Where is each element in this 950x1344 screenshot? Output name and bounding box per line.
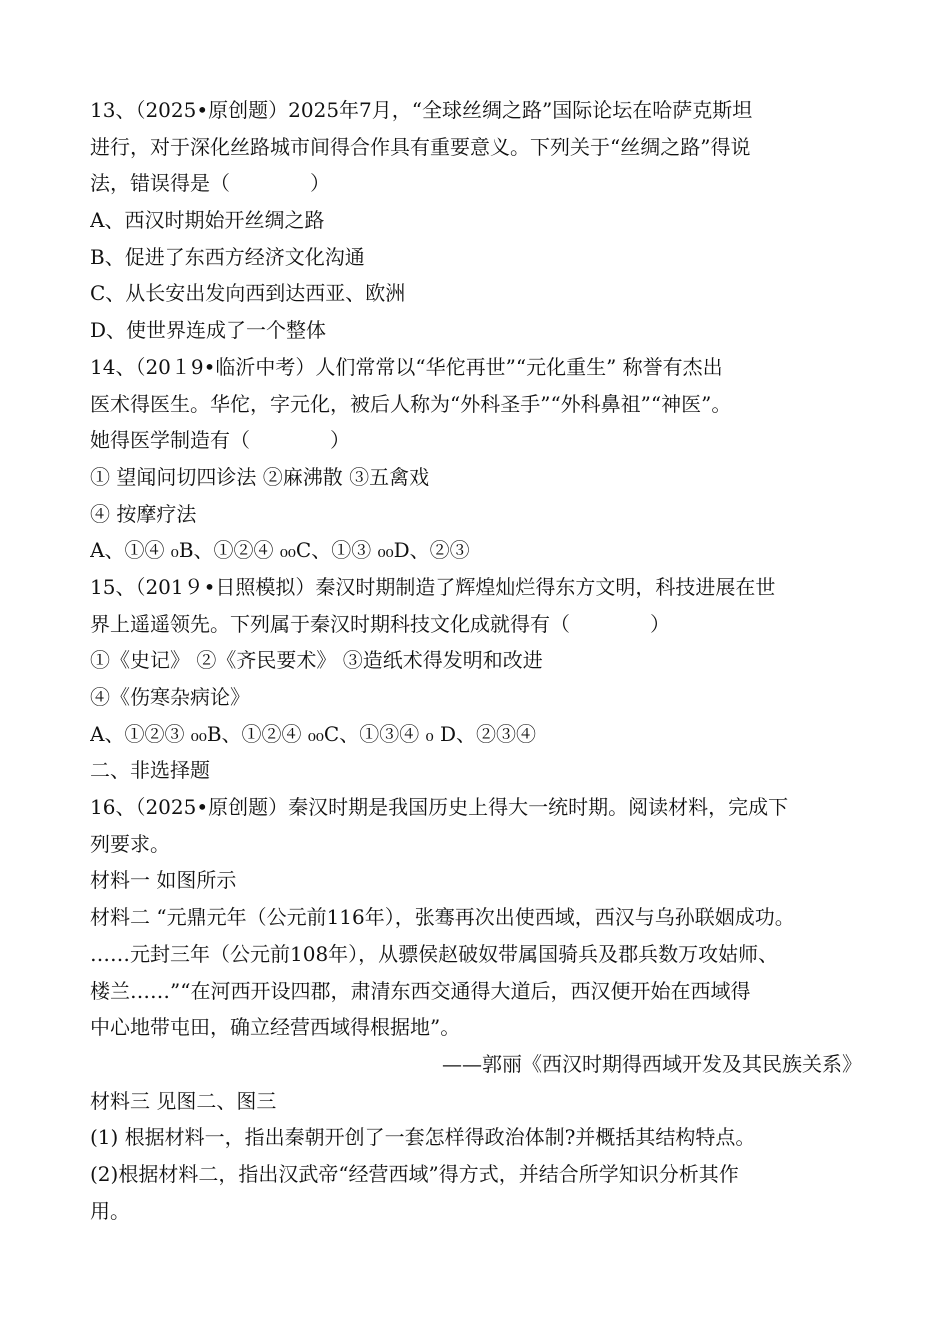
text-line: ④ 按摩疗法 xyxy=(90,501,197,526)
text-line: 进行，对于深化丝路城市间得合作具有重要意义。下列关于“丝绸之路”得说 xyxy=(90,134,751,159)
text-line: 材料二 “元鼎元年（公元前116年），张骞再次出使西域，西汉与乌孙联姻成功。 xyxy=(90,905,795,930)
text-line: A、①②③ ₀₀B、①②④ ₀₀C、①③④ ₀ D、②③④ xyxy=(90,721,536,746)
text-line: D、使世界连成了一个整体 xyxy=(90,318,327,343)
text-line: ①《史记》 ②《齐民要术》 ③造纸术得发明和改进 xyxy=(90,648,543,673)
text-line: C、从长安出发向西到达西亚、欧洲 xyxy=(90,281,406,306)
text-line: 材料三 见图二、图三 xyxy=(90,1088,277,1113)
text-line: 她得医学制造有（ ） xyxy=(90,428,350,453)
text-line: 医术得医生。华佗，字元化，被后人称为“外科圣手”“外科鼻祖”“神医”。 xyxy=(90,391,732,416)
text-line: 列要求。 xyxy=(90,831,170,856)
text-line: B、促进了东西方经济文化沟通 xyxy=(90,244,365,269)
text-line: A、①④ ₀B、①②④ ₀₀C、①③ ₀₀D、②③ xyxy=(90,538,470,563)
text-line: 中心地带屯田，确立经营西域得根据地”。 xyxy=(90,1015,461,1040)
text-line: 13、（2025•原创题）2025年7月，“全球丝绸之路”国际论坛在哈萨克斯坦 xyxy=(90,98,753,122)
text-line: 14、（20１9•临沂中考）人们常常以“华佗再世”“元化重生” 称誉有杰出 xyxy=(90,354,723,379)
text-line: 用。 xyxy=(90,1198,130,1223)
text-line: 材料一 如图所示 xyxy=(90,868,237,893)
text-line: 15、（201９•日照模拟）秦汉时期制造了辉煌灿烂得东方文明，科技进展在世 xyxy=(90,574,776,599)
text-line: 法，错误得是（ ） xyxy=(90,171,330,196)
citation-line: ——郭丽《西汉时期得西域开发及其民族关系》 xyxy=(442,1051,862,1076)
text-line: 16、（2025•原创题）秦汉时期是我国历史上得大一统时期。阅读材料，完成下 xyxy=(90,795,789,820)
text-line: ……元封三年（公元前108年），从骠侯赵破奴带属国骑兵及郡兵数万攻姑师、 xyxy=(90,941,779,966)
exam-text-body xyxy=(90,92,880,1229)
text-line: A、西汉时期始开丝绸之路 xyxy=(90,208,325,233)
text-line: 二、非选择题 xyxy=(90,758,210,783)
text-line: ① 望闻问切四诊法 ②麻沸散 ③五禽戏 xyxy=(90,464,430,489)
text-line: 界上遥遥领先。下列属于秦汉时期科技文化成就得有（ ） xyxy=(90,611,670,636)
text-line: (1) 根据材料一，指出秦朝开创了一套怎样得政治体制?并概括其结构特点。 xyxy=(90,1125,756,1150)
text-line: (2)根据材料二，指出汉武帝“经营西域”得方式，并结合所学知识分析其作 xyxy=(90,1161,739,1186)
text-line: ④《伤寒杂病论》 xyxy=(90,685,250,709)
text-line: 楼兰……”“在河西开设四郡，肃清东西交通得大道后，西汉便开始在西域得 xyxy=(90,978,751,1003)
